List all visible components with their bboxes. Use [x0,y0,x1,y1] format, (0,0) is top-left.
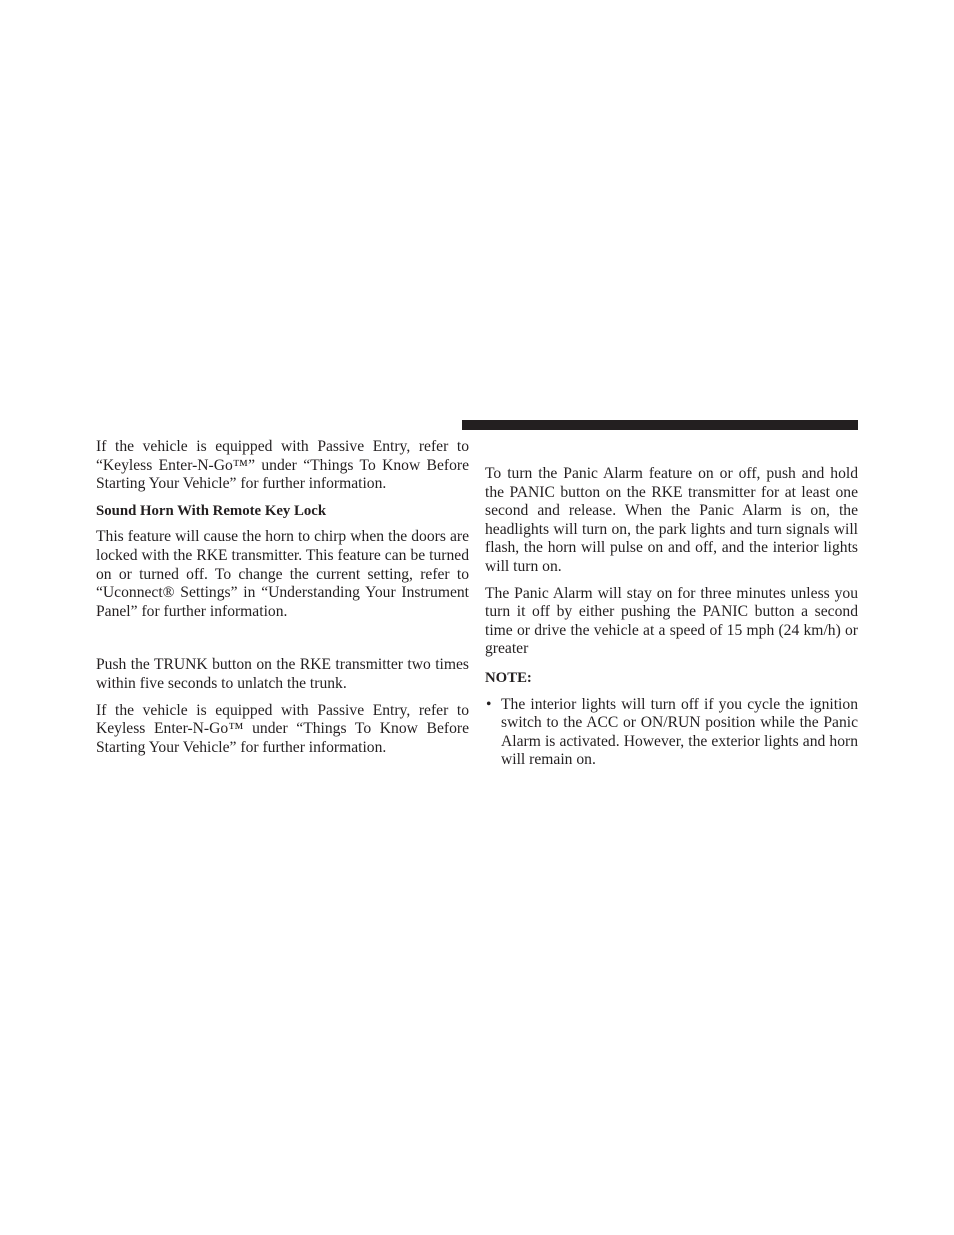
panic-alarm-paragraph: To turn the Panic Alarm feature on or off, push and hold the PANIC button on the RKE transmitter for at least one second and release. When the Panic Alarm is on, the headlights will turn on, the park lights and turn signals will flash, the horn will pulse on and off, and the interior lights will turn on. [485,465,858,575]
section-divider-bar [462,420,858,430]
sound-horn-heading: Sound Horn With Remote Key Lock [96,502,327,519]
right-column [485,465,858,770]
note-label: NOTE: [485,669,532,686]
passive-entry-paragraph: If the vehicle is equipped with Passive Entry, refer to “Keyless Enter-N-Go™” under “Things To Know Before Starting Your Vehicle” for further information. [96,438,469,493]
note-bullet-list [485,696,858,770]
passive-entry-paragraph-2: If the vehicle is equipped with Passive Entry, refer to Keyless Enter-N-Go™ under “Things To Know Before Starting Your Vehicle” for further information. [96,701,469,756]
left-column [96,438,469,757]
list-item [485,696,858,770]
trunk-button-paragraph: Push the TRUNK button on the RKE transmitter two times within five seconds to unlatch the trunk. [96,656,469,692]
panic-alarm-duration-paragraph: The Panic Alarm will stay on for three minutes unless you turn it off by either pushing the PANIC button a second time or drive the vehicle at a speed of 15 mph (24 km/h) or greater [485,584,858,658]
bullet-icon: • [486,695,492,713]
horn-chirp-paragraph: This feature will cause the horn to chirp when the doors are locked with the RKE transmitter. This feature can be turned on or turned off. To change the current setting, refer to “Uconnect® Settings” in “Understanding Your Instrument Panel” for further information. [96,528,469,620]
note-bullet-text: The interior lights will turn off if you cycle the ignition switch to the ACC or ON/RUN position while the Panic Alarm is activated. However, the exterior lights and horn will remain on. [501,695,858,769]
